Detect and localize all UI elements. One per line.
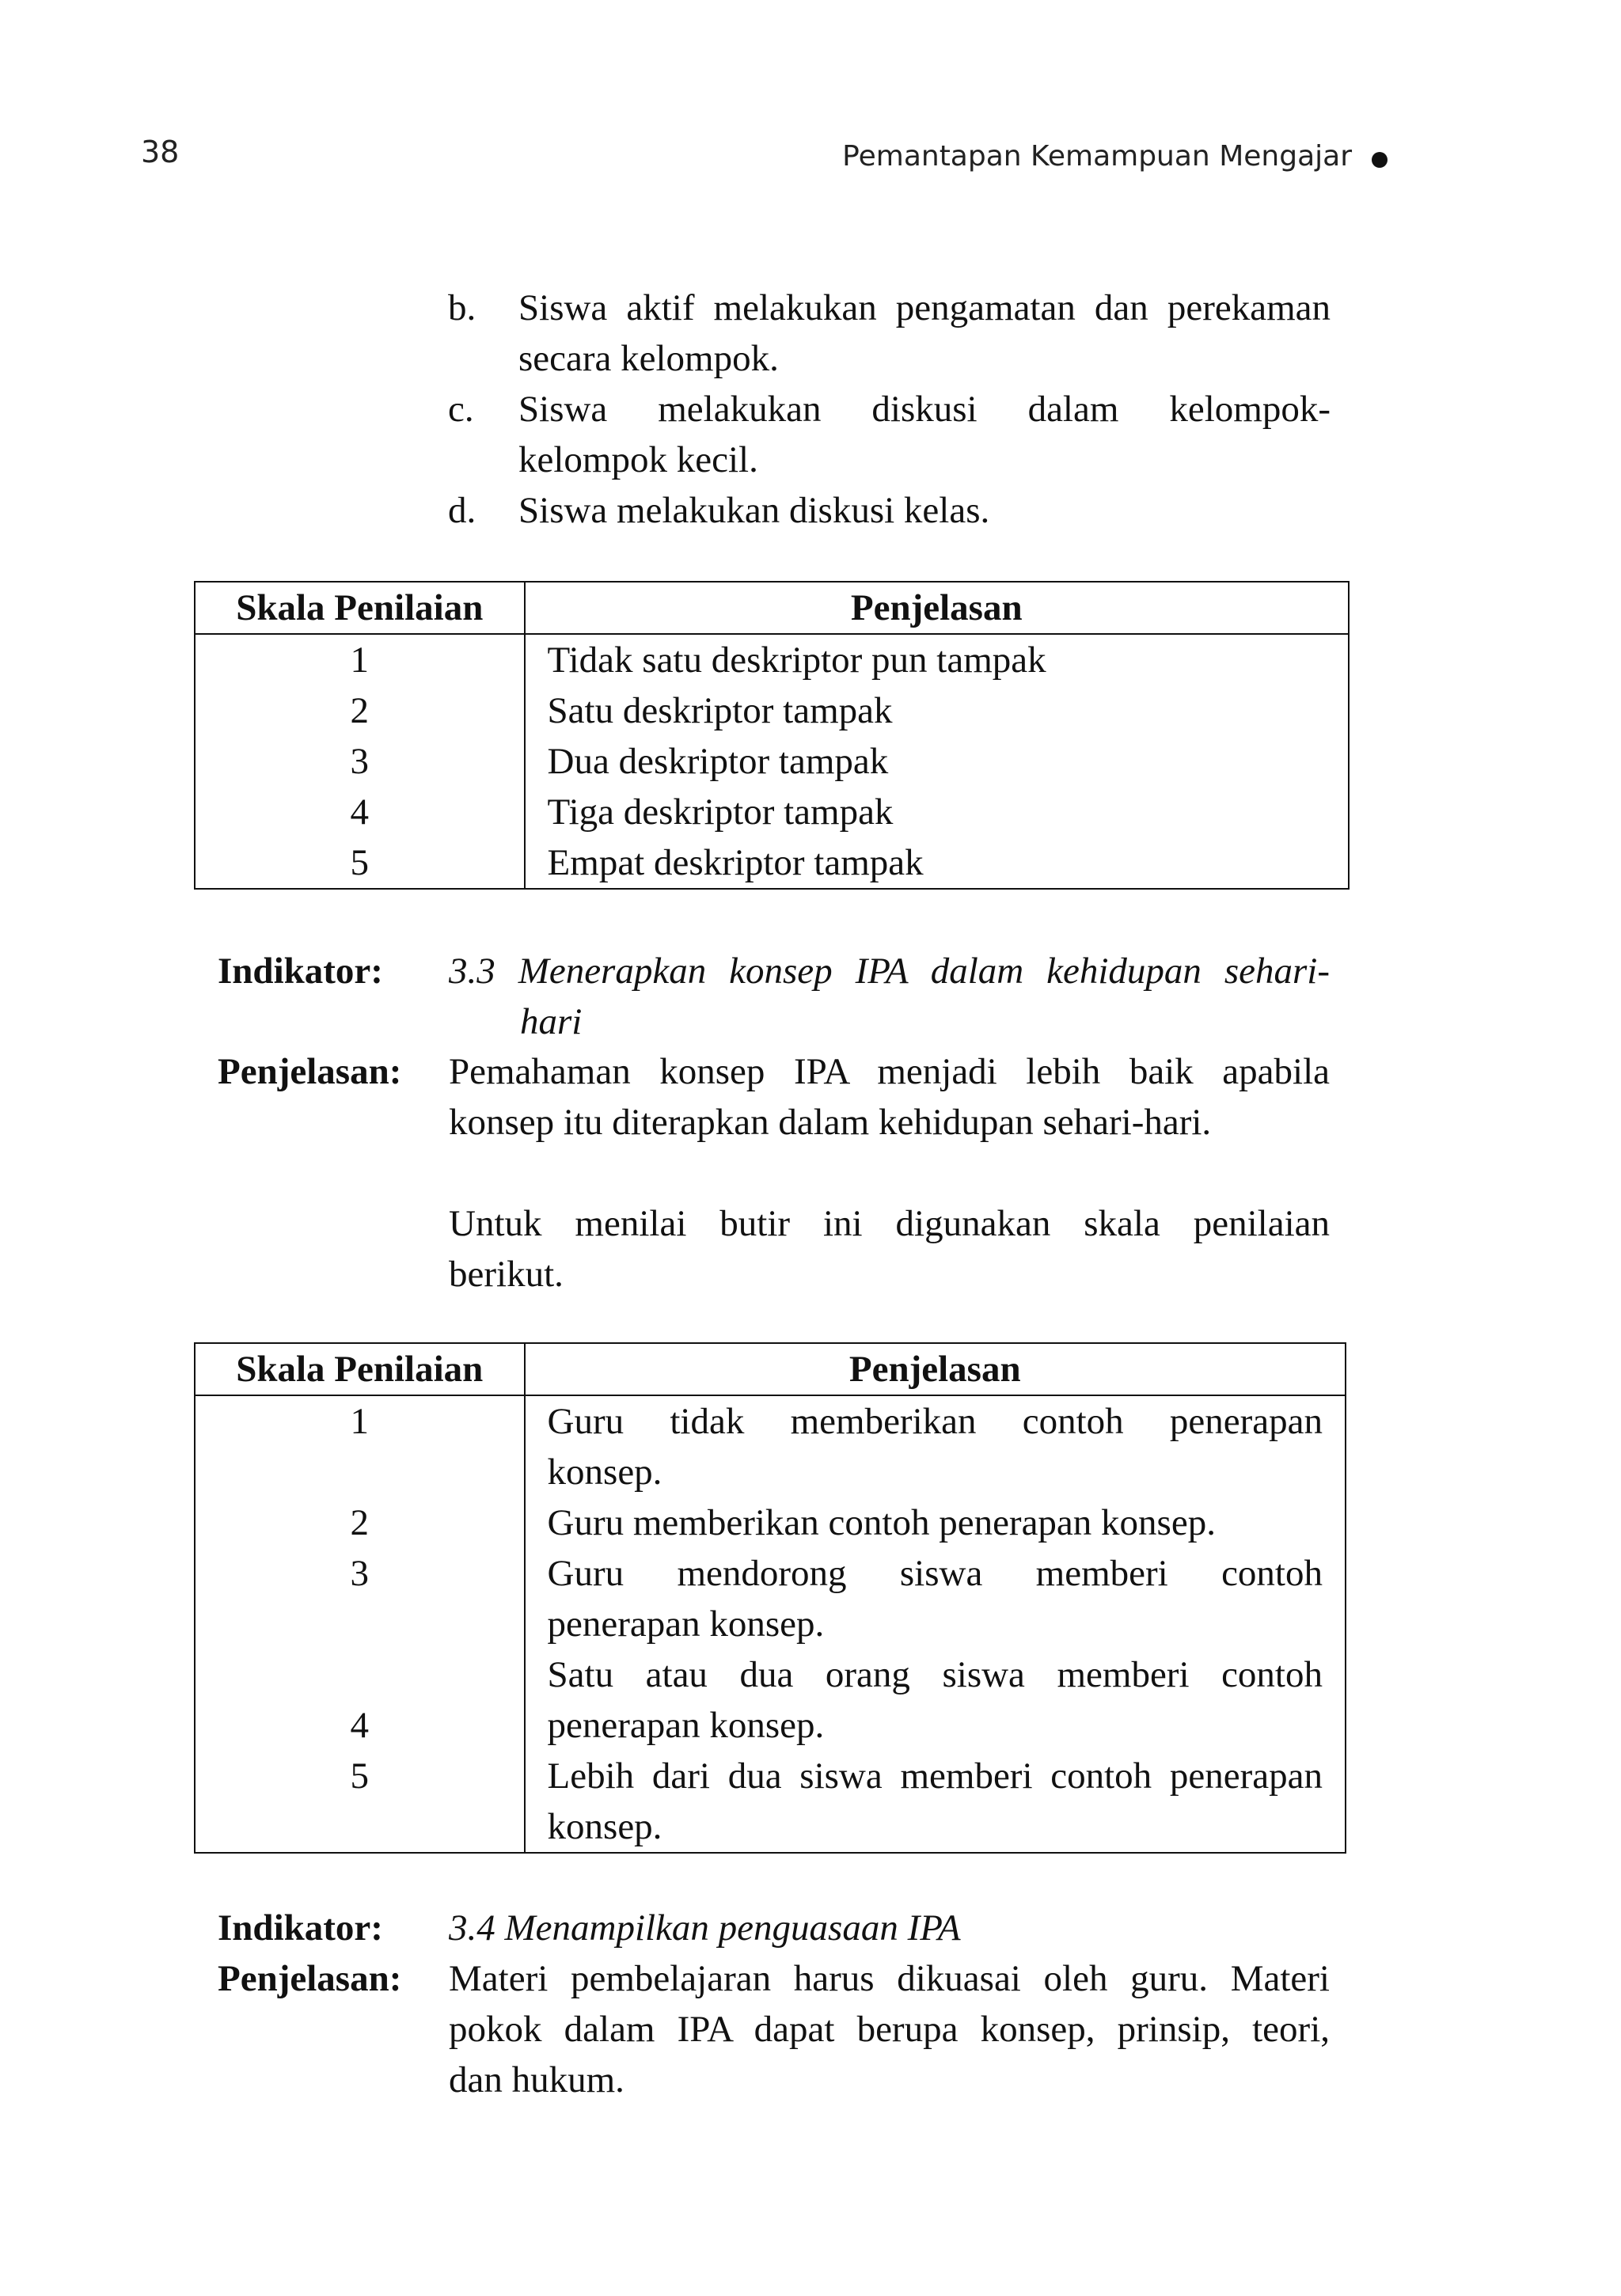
bullet-dot-icon	[1372, 152, 1388, 168]
indicator-label: Indikator:	[218, 1907, 383, 1949]
indicator-label: Indikator:	[218, 951, 383, 992]
column-header-scale: Skala Penilaian	[195, 582, 525, 634]
score-value: 1	[350, 639, 370, 681]
list-marker: b.	[448, 287, 476, 328]
indicator-text-line: Menerapkan konsep IPA dalam kehidupan sehari-	[518, 951, 1330, 992]
explanation-block-1	[218, 1046, 1330, 1300]
description-text: penerapan konsep.	[547, 1603, 825, 1645]
score-cell	[195, 1395, 525, 1853]
description-text: Tidak satu deskriptor pun tampak	[547, 639, 1046, 681]
score-value	[196, 1649, 524, 1700]
description-text: Satu deskriptor tampak	[547, 690, 893, 731]
column-header-explanation: Penjelasan	[525, 582, 1349, 634]
score-value	[196, 1801, 524, 1852]
description-text: Empat deskriptor tampak	[547, 842, 924, 883]
list-item-line: secara kelompok.	[518, 338, 779, 379]
running-title: Pemantapan Kemampuan Mengajar	[842, 140, 1352, 173]
list-item-line: kelompok kecil.	[518, 439, 758, 480]
score-value	[196, 1447, 524, 1497]
list-marker: c.	[448, 389, 474, 430]
score-value: 5	[350, 1755, 370, 1797]
explanation-line: Materi pembelajaran harus dikuasai oleh guru. Materi	[449, 1958, 1330, 1999]
indicator-number: 3.4	[449, 1907, 495, 1949]
explanation-line: pokok dalam IPA dapat berupa konsep, prinsip, teori,	[449, 2009, 1330, 2050]
description-cell	[525, 634, 1349, 889]
rating-scale-table-2	[194, 1342, 1346, 1854]
description-cell	[525, 1395, 1346, 1853]
indicator-text-line: Menampilkan penguasaan IPA	[504, 1907, 961, 1949]
table-row	[195, 634, 1349, 889]
indicator-number: 3.3	[449, 951, 495, 992]
rating-scale-table-1	[194, 581, 1350, 890]
list-marker: d.	[448, 490, 476, 531]
explanation-label: Penjelasan:	[218, 1051, 402, 1092]
description-text: konsep.	[547, 1452, 662, 1493]
explanation-text	[449, 1953, 1330, 2105]
indicator-text	[449, 1903, 1330, 1953]
explanation-label: Penjelasan:	[218, 1958, 402, 1999]
explanation-line: Untuk menilai butir ini digunakan skala penilaian	[449, 1203, 1330, 1244]
table-header-row	[195, 582, 1349, 634]
descriptor-list	[448, 283, 1331, 536]
list-item	[448, 283, 1331, 384]
list-item-line: Siswa aktif melakukan pengamatan dan perekaman	[518, 287, 1331, 328]
indicator-text	[449, 946, 1330, 1047]
explanation-line: dan hukum.	[449, 2059, 624, 2101]
score-value: 3	[350, 741, 370, 782]
description-text: penerapan konsep.	[547, 1705, 825, 1746]
score-value: 5	[350, 842, 370, 883]
table-header-row	[195, 1343, 1346, 1395]
explanation-line: Pemahaman konsep IPA menjadi lebih baik apabila	[449, 1051, 1330, 1092]
indicator-text-line: hari	[520, 1001, 583, 1042]
column-header-scale: Skala Penilaian	[195, 1343, 525, 1395]
list-item-line: Siswa melakukan diskusi dalam kelompok-	[518, 389, 1331, 430]
explanation-text	[449, 1046, 1330, 1300]
column-header-explanation: Penjelasan	[525, 1343, 1346, 1395]
score-value: 2	[350, 1502, 370, 1543]
description-text: Lebih dari dua siswa memberi contoh penerapan	[547, 1755, 1323, 1797]
description-text: Guru mendorong siswa memberi contoh	[547, 1553, 1323, 1594]
list-item	[448, 384, 1331, 485]
score-value: 3	[350, 1553, 370, 1594]
description-text: Guru memberikan contoh penerapan konsep.	[547, 1502, 1216, 1543]
score-value: 2	[350, 690, 370, 731]
indicator-block-2	[218, 1903, 1330, 1953]
explanation-block-2	[218, 1953, 1330, 2105]
page-number: 38	[141, 135, 180, 169]
list-item-line: Siswa melakukan diskusi kelas.	[518, 490, 990, 531]
table-row	[195, 1395, 1346, 1853]
score-value	[196, 1599, 524, 1649]
description-text: Dua deskriptor tampak	[547, 741, 889, 782]
explanation-line: berikut.	[449, 1254, 564, 1295]
indicator-block-1	[218, 946, 1330, 1047]
score-cell	[195, 634, 525, 889]
score-value: 1	[350, 1401, 370, 1442]
score-value: 4	[350, 1705, 370, 1746]
list-item	[448, 485, 1331, 536]
description-text: Satu atau dua orang siswa memberi contoh	[547, 1654, 1323, 1695]
explanation-line: konsep itu diterapkan dalam kehidupan sehari-hari.	[449, 1102, 1212, 1143]
description-text: Tiga deskriptor tampak	[547, 791, 894, 833]
score-value: 4	[350, 791, 370, 833]
description-text: konsep.	[547, 1806, 662, 1847]
description-text: Guru tidak memberikan contoh penerapan	[547, 1401, 1323, 1442]
